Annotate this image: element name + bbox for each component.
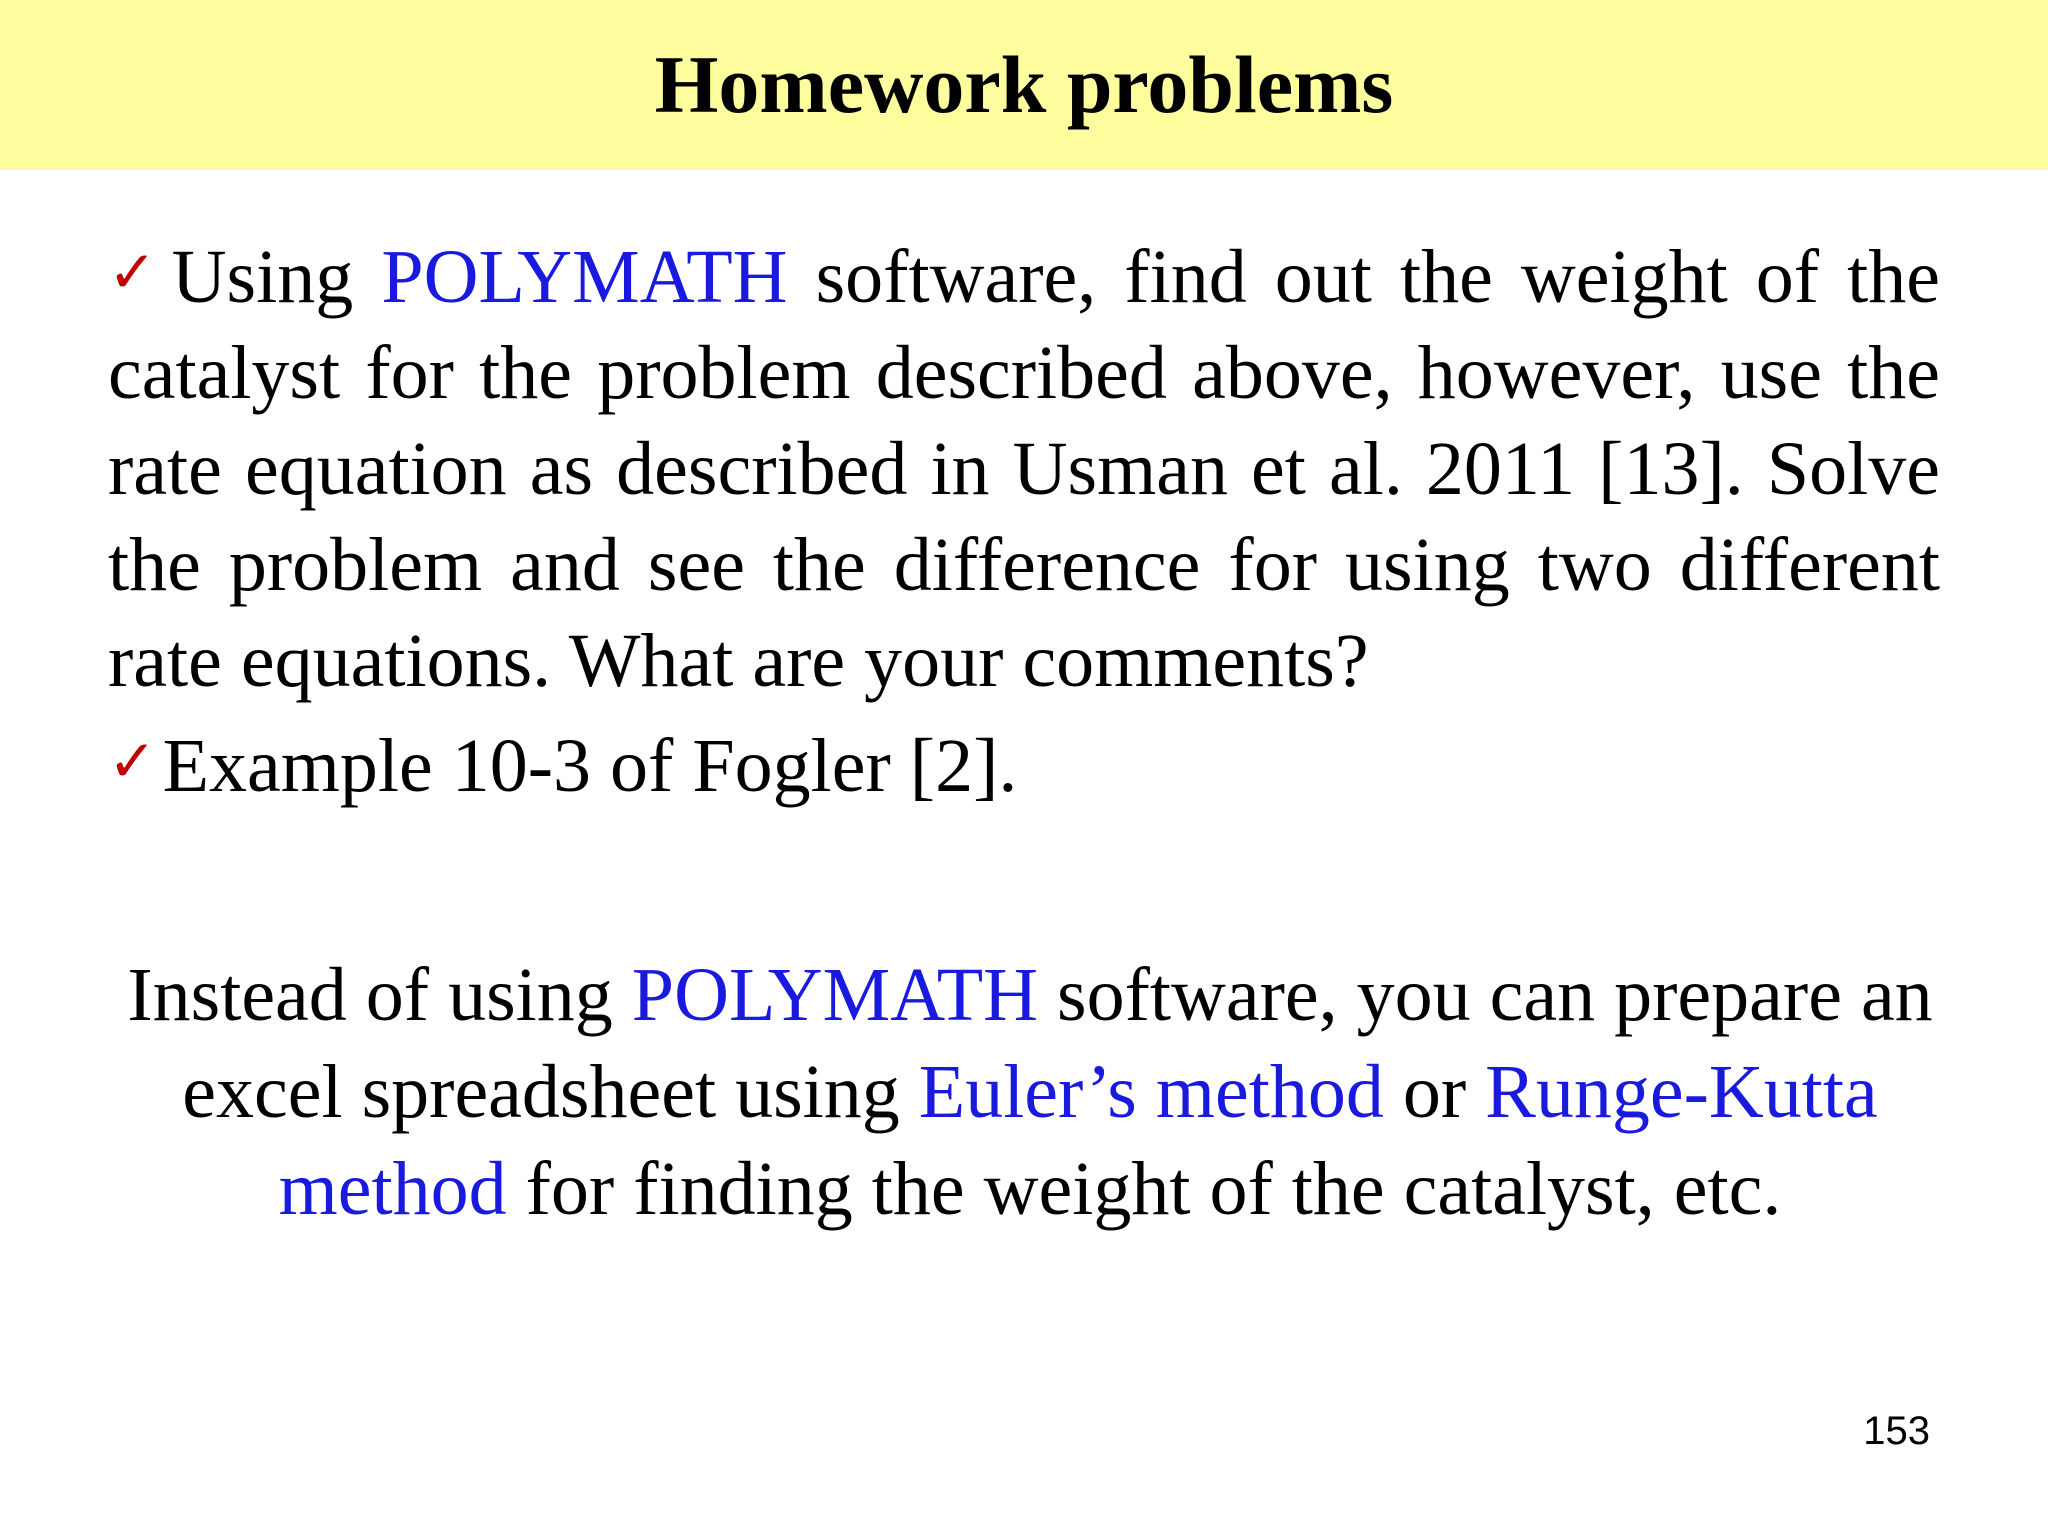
checkmark-icon: ✓ bbox=[108, 238, 166, 306]
paragraph-part-3: or bbox=[1383, 1050, 1486, 1134]
bullet-1-text: software, find out the weight of the catalyst for the problem described above, however, use the rate equation as described in Usman et al. 2011 [13]. Solve the problem and see the difference for using two different rate equations. What are your comments? bbox=[108, 235, 1940, 703]
bullet-item-polymath bbox=[108, 224, 1940, 709]
bullet-item-fogler bbox=[108, 713, 1940, 814]
checkmark-icon: ✓ bbox=[108, 727, 157, 795]
paragraph-part-2: software, you can prepare an excel spreadsheet using bbox=[182, 953, 1933, 1134]
bullet-list bbox=[108, 224, 1940, 814]
bullet-1-prefix: Using bbox=[171, 235, 382, 319]
paragraph-method-runge-kutta: Runge-Kutta method bbox=[278, 1050, 1878, 1231]
bullet-2-text: Example 10-3 of Fogler [2]. bbox=[162, 724, 1018, 808]
alternative-methods-paragraph bbox=[100, 947, 1960, 1238]
paragraph-part-1: Instead of using bbox=[127, 953, 632, 1037]
paragraph-part-4: for finding the weight of the catalyst, etc. bbox=[506, 1147, 1782, 1231]
slide-title: Homework problems bbox=[654, 39, 1394, 130]
paragraph-method-euler: Euler’s method bbox=[918, 1050, 1384, 1134]
bullet-1-software: POLYMATH bbox=[381, 235, 788, 319]
page-number: 153 bbox=[1863, 1409, 1930, 1453]
paragraph-software: POLYMATH bbox=[631, 953, 1038, 1037]
